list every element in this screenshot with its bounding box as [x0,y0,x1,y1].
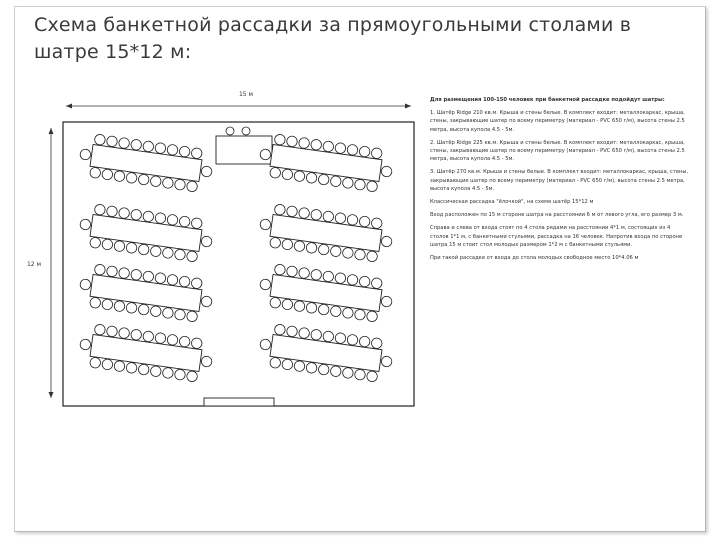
head-table-seat [226,127,234,135]
width-arrow-right [405,104,411,109]
head-table-seat [242,127,250,135]
slide-title-line-2: шатре 15*12 м: [34,41,192,63]
height-arrow-top [49,128,54,134]
slide-title [34,12,674,66]
seating-plan [26,88,426,418]
notes-heading: Для размещения 100-150 человек при банкетной рассадке подойдут шатры: [430,97,665,103]
height-arrow-bottom [49,392,54,398]
notes-item: Вход расположен по 15 м стороне шатра на расстоянии 6 м от левого угла, его размер 3 м. [430,212,684,219]
notes-item: 1. Шатёр Ridge 210 кв.м. Крыша и стены белые. В комплект входит: металлокаркас, крыша, стены, закрывающие шатер по всему периметру (материал - PVC 650 г/м), высота стены 2.5 метра, высота купола 4.5 - 5м. [430,110,685,133]
slide-title-line-1: Схема банкетной рассадки за прямоугольными столами в [34,14,632,36]
height-label: 12 м [26,261,42,268]
notes-item: 3. Шатёр 270 кв.м. Крыша и стены белые. В комплект входит: металлокаркас, крыша, стены, закрывающие шатер по всему периметру (материал - PVC 650 г/м), высота стены 2.5 метра, высота купола 4.5 - 5м. [430,169,689,192]
notes-item: 2. Шатёр Ridge 225 кв.м. Крыша и стены белые. В комплект входит: металлокаркас, крыша, стены, закрывающие шатер по всему периметру (материал - PVC 650 г/м), высота стены 2.5 метра, высота купола 4.5 - 5м. [430,139,685,163]
notes-item: Справа и слева от входа стоят по 4 стола рядами на расстоянии 4*1 м, состоящих из 4 столов 1*1 м, с банкетными стульями, рассадка на 16 человек. Напротив входа по стороне шатра 15 м стоит стол молодых размером 1*2 м с банкетными стульями. [430,225,683,248]
notes-panel [430,96,690,267]
notes-item: Классическая рассадка "ёлочкой", на схеме шатёр 15*12 м [430,199,594,206]
entrance [204,398,274,406]
notes-item: При такой рассадке от входа до стола молодых свободное место 10*4.06 м [430,255,639,262]
width-label: 15 м [238,91,254,98]
width-arrow-left [66,104,72,109]
